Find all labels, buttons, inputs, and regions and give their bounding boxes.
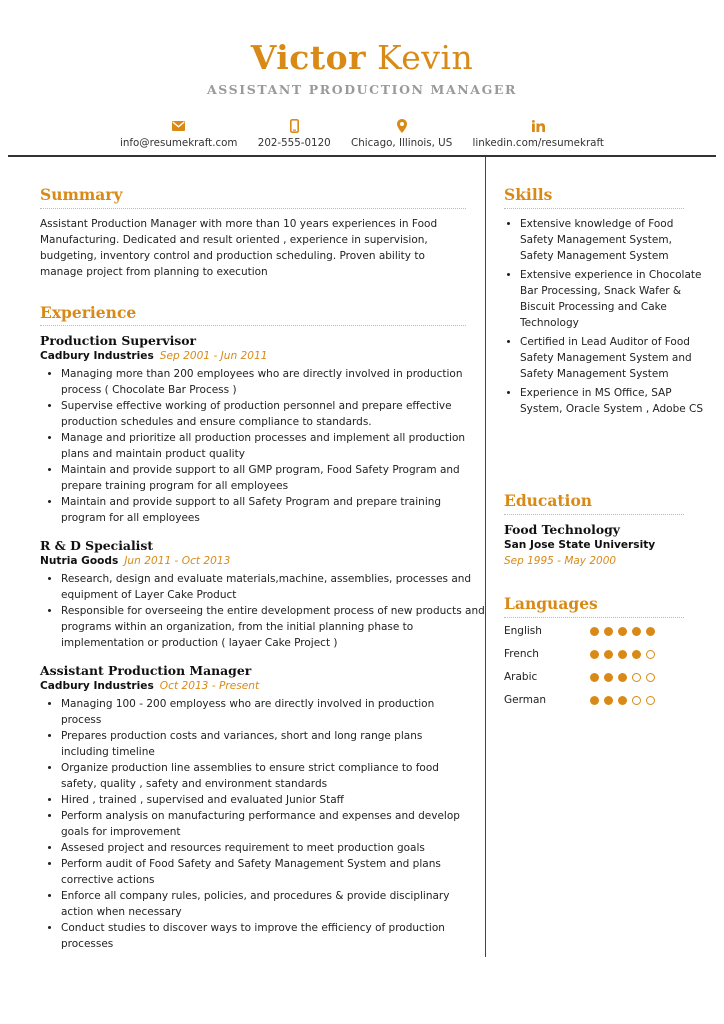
phone-text: 202-555-0120 (257, 137, 331, 149)
contact-linkedin[interactable] (473, 119, 604, 149)
job-title: ASSISTANT PRODUCTION MANAGER (207, 82, 517, 97)
languages-divider (504, 617, 684, 618)
list-item: • Manage and prioritize all production processes and implement all production plans and maintain product quality (61, 430, 485, 462)
job-company-line (40, 350, 268, 362)
location-text: Chicago, Illinois, US (351, 137, 453, 149)
job-company: Nutria Goods (40, 555, 119, 567)
rating-dot-empty (632, 673, 641, 682)
contact-bar (120, 119, 604, 149)
language-name: German (504, 694, 547, 706)
summary-divider (40, 208, 466, 209)
list-item: • Maintain and provide support to all GMP program, Food Safety Program and prepare training program for all employees (61, 462, 485, 494)
education-degree: Food Technology (504, 522, 620, 537)
list-item: • Managing 100 - 200 employess who are directly involved in production process (61, 696, 463, 728)
contact-location (351, 119, 452, 149)
list-item: • Prepares production costs and variances, short and long range plans including timeline (61, 728, 463, 760)
list-item: • Extensive experience in Chocolate Bar Processing, Snack Wafer & Biscuit Processing and Cake Technology (520, 267, 705, 331)
rating-dot-empty (646, 673, 655, 682)
language-row (504, 625, 684, 641)
job-company-line (40, 555, 230, 567)
experience-divider (40, 325, 466, 326)
rating-dot-empty (646, 650, 655, 659)
rating-dot-empty (632, 696, 641, 705)
rating-dot-filled (632, 650, 641, 659)
rating-dot-empty (646, 696, 655, 705)
education-dates: Sep 1995 - May 2000 (504, 555, 617, 567)
list-item: • Experience in MS Office, SAP System, Oracle System , Adobe CS (520, 385, 705, 417)
list-item: • Perform audit of Food Safety and Safety Management System and plans corrective actions (61, 856, 463, 888)
language-name: English (504, 625, 542, 637)
skills-list (504, 216, 705, 420)
rating-dot-filled (632, 627, 641, 636)
job-dates: Jun 2011 - Oct 2013 (124, 555, 231, 567)
rating-dot-filled (618, 627, 627, 636)
job-role: Production Supervisor (40, 333, 197, 348)
job-role: Assistant Production Manager (40, 663, 252, 678)
email-icon (172, 119, 185, 133)
rating-dot-filled (590, 673, 599, 682)
rating-dot-filled (646, 627, 655, 636)
list-item: • Perform analysis on manufacturing performance and expenses and develop goals for improvement (61, 808, 463, 840)
languages-heading: Languages (504, 594, 598, 613)
list-item: • Certified in Lead Auditor of Food Safety Management System and Safety Management System (520, 334, 705, 382)
rating-dot-filled (590, 627, 599, 636)
experience-heading: Experience (40, 303, 137, 322)
language-rating (590, 673, 660, 682)
contact-email[interactable] (120, 119, 237, 149)
rating-dot-filled (604, 696, 613, 705)
rating-dot-filled (618, 673, 627, 682)
rating-dot-filled (590, 650, 599, 659)
job-dates: Sep 2001 - Jun 2011 (159, 350, 268, 362)
list-item: • Enforce all company rules, policies, and procedures & provide disciplinary action when necessary (61, 888, 463, 920)
summary-heading: Summary (40, 185, 123, 204)
list-item: • Hired , trained , supervised and evaluated Junior Staff (61, 792, 463, 808)
header-divider (8, 155, 716, 157)
job-company: Cadbury Industries (40, 680, 154, 692)
rating-dot-filled (604, 650, 613, 659)
job-bullets (40, 366, 485, 526)
rating-dot-filled (604, 627, 613, 636)
language-rating (590, 650, 660, 659)
list-item: • Assesed project and resources requirement to meet production goals (61, 840, 463, 856)
linkedin-icon (532, 119, 545, 133)
job-company-line (40, 680, 259, 692)
candidate-name (0, 38, 724, 77)
education-school: San Jose State University (504, 539, 656, 551)
phone-icon (290, 119, 299, 133)
list-item: • Responsible for overseeing the entire development process of new products and programs within an organization, from the initial planning phase to implementation or production ( layaer Cake Project ) (61, 603, 485, 651)
job-company: Cadbury Industries (40, 350, 154, 362)
language-rating (590, 696, 660, 705)
skills-divider (504, 208, 684, 209)
language-name: French (504, 648, 539, 660)
job-role: R & D Specialist (40, 538, 154, 553)
job-dates: Oct 2013 - Present (159, 680, 260, 692)
list-item: • Conduct studies to discover ways to improve the efficiency of production processes (61, 920, 463, 952)
language-name: Arabic (504, 671, 538, 683)
location-icon (397, 119, 407, 133)
language-row (504, 648, 684, 664)
list-item: • Managing more than 200 employees who are directly involved in production process ( Chocolate Bar Process ) (61, 366, 485, 398)
list-item: • Organize production line assemblies to ensure strict compliance to food safety, quality , safety and environment standards (61, 760, 463, 792)
rating-dot-filled (604, 673, 613, 682)
rating-dot-filled (618, 696, 627, 705)
skills-heading: Skills (504, 185, 553, 204)
list-item: • Supervise effective working of production personnel and prepare effective production schedules and ensure compliance to standards. (61, 398, 485, 430)
list-item: • Extensive knowledge of Food Safety Management System, Safety Management System (520, 216, 705, 264)
education-divider (504, 514, 684, 515)
education-heading: Education (504, 491, 593, 510)
list-item: • Research, design and evaluate materials,machine, assemblies, processes and equipment of Layer Cake Product (61, 571, 485, 603)
contact-phone[interactable] (258, 119, 331, 149)
job-bullets (40, 571, 485, 651)
column-divider (485, 157, 486, 957)
linkedin-text: linkedin.com/resumekraft (472, 137, 604, 149)
job-bullets (40, 696, 463, 952)
summary-text: Assistant Production Manager with more than 10 years experiences in Food Manufacturing. Dedicated and result oriented , experience in supervision, budgeting, inventory control and production scheduling. Proven ability to manage project from planning to execution (40, 218, 438, 278)
language-row (504, 671, 684, 687)
language-rating (590, 627, 660, 636)
language-row (504, 694, 684, 710)
rating-dot-filled (590, 696, 599, 705)
email-text: info@resumekraft.com (120, 137, 238, 149)
last-name: Kevin (377, 38, 474, 77)
list-item: • Maintain and provide support to all Safety Program and prepare training program for all employees (61, 494, 485, 526)
first-name: Victor (250, 38, 367, 77)
rating-dot-filled (618, 650, 627, 659)
